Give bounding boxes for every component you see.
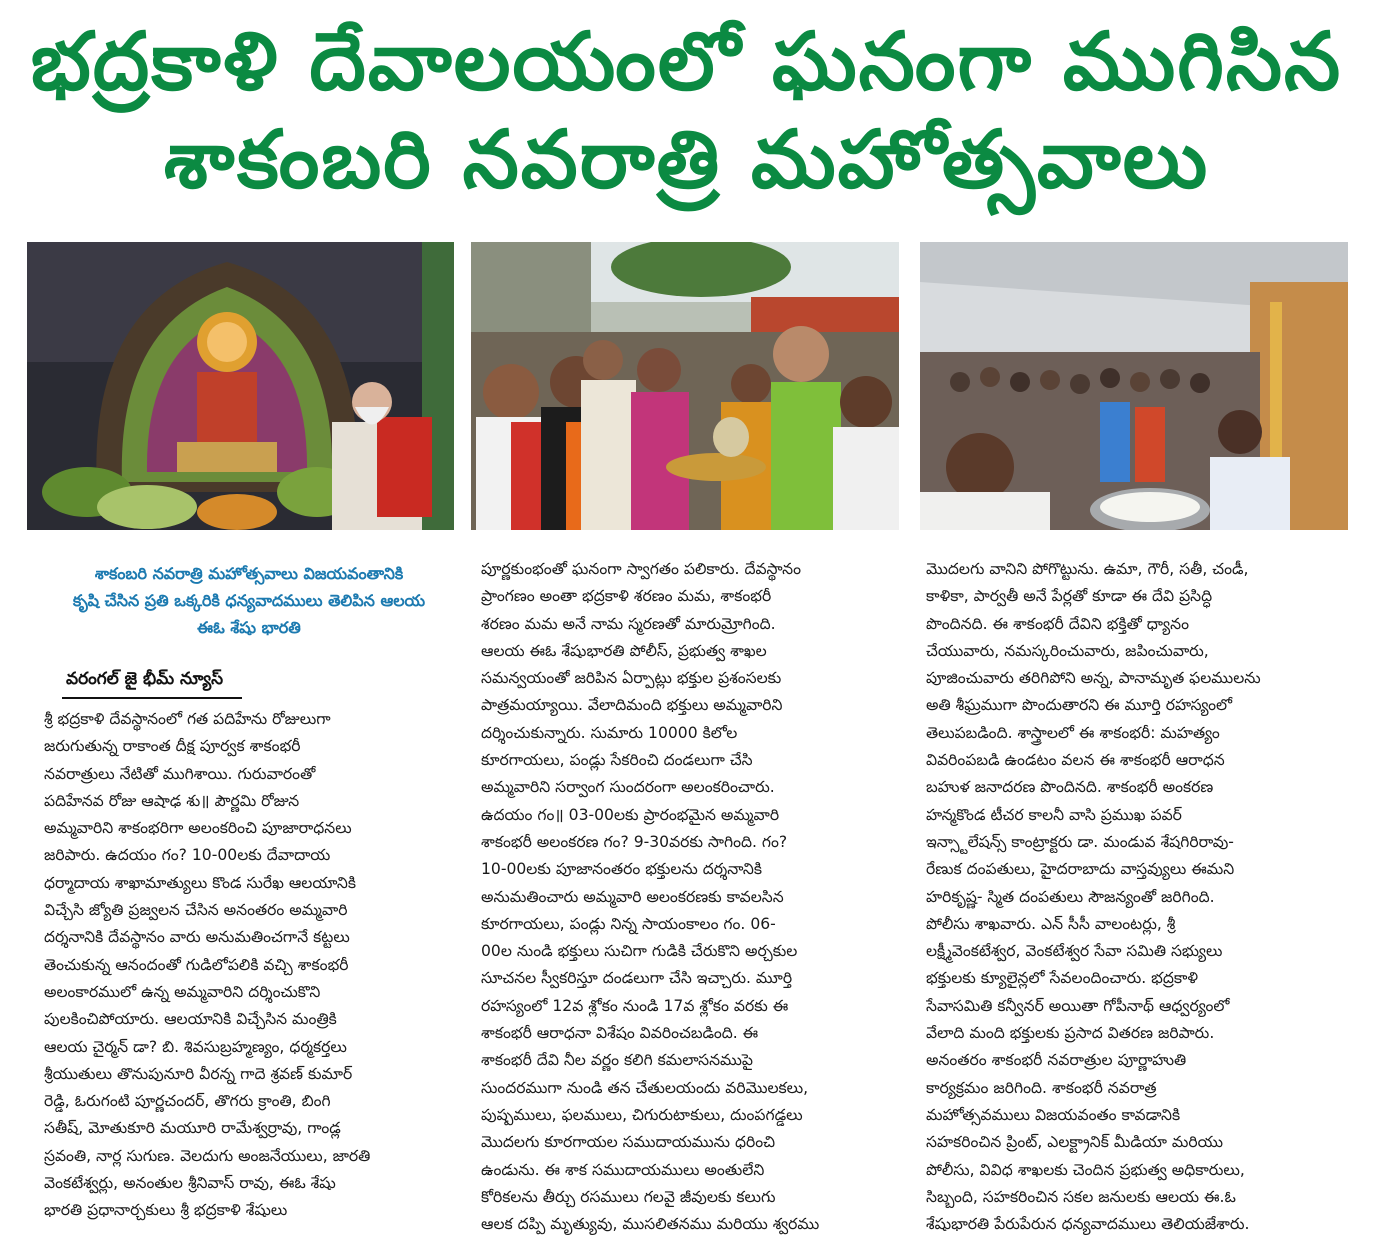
article-line: స్రవంతి, నార్ల సుగుణ. వెలదుగు అంజనేయులు, జారతి — [44, 1146, 371, 1165]
article-line: పులకించిపోయారు. ఆలయానికి విచ్చేసిన మంత్రికి — [44, 1010, 337, 1029]
article-line: 00ల నుండి భక్తులు సుచిగా గుడికి చేరుకొని అర్చకుల — [481, 942, 798, 961]
article-line: శ్రీ భద్రకాళి దేవస్థానంలో గత పదిహేను రోజులుగా — [44, 710, 331, 728]
caption-line: ఈఓ శేషు భారతి — [197, 618, 301, 637]
caption-line: శాకంబరి నవరాత్రి మహోత్సవాలు విజయవంతానికి — [94, 564, 404, 583]
article-line: పోలీసు శాఖవారు. ఎన్ సీసీ వాలంటర్లు, శ్రీ — [926, 914, 1176, 933]
headline-line-1: భద్రకాళి దేవాలయంలో ఘనంగా ముగిసిన — [30, 15, 1343, 108]
article-line: కాళికా, పార్వతీ అనే పేర్లతో కూడా ఈ దేవి ప్రసిద్ధి — [926, 587, 1213, 606]
article-line: సిబ్బంది, సహకరించిన సకల జనులకు ఆలయ ఈ.ఓ — [926, 1187, 1236, 1206]
article-line: ఉండును. ఈ శాక సముదాయములు అంతులేని — [481, 1160, 765, 1179]
article-line: శాకంభరీ అలంకరణ గం? 9-30వరకు సాగింది. గం? — [481, 832, 788, 851]
article-line: మొదలగు కూరగాయల సముదాయమును ధరించి — [481, 1133, 776, 1152]
article-line: రెడ్డి, ఓరుగంటి పూర్ణచందర్, తొగరు క్రాంతి, బింగి — [44, 1092, 331, 1111]
article-line: అలంకారములో ఉన్న అమ్మవారిని దర్శించుకొని — [44, 982, 321, 1001]
article-line: పొందినది. ఈ శాకంభరీ దేవిని భక్తితో ధ్యానం — [926, 614, 1189, 633]
byline-underline — [62, 697, 242, 699]
article-line: కూరగాయలు, పండ్లు నిన్న సాయంకాలం గం. 06- — [481, 914, 776, 933]
article-line: పూర్ణకుంభంతో ఘనంగా స్వాగతం పలికారు. దేవస్థానం — [481, 560, 801, 578]
article-column-2 — [481, 556, 891, 1238]
article-line: తెలుపబడింది. శాస్త్రాలలో ఈ శాకంభరీ: మహత్యం — [926, 723, 1220, 742]
byline: వరంగల్ జై భీమ్ న్యూస్ — [66, 669, 224, 689]
article-line: సహకరించిన ప్రింట్, ఎలక్ట్రానిక్ మీడియా మరియు — [926, 1133, 1224, 1152]
photo-deity-shakambari-alankaram — [27, 242, 454, 530]
article-line: వెంకటేశ్వర్లు, అనంతుల శ్రీనివాస్ రావు, ఈఓ శేషు — [44, 1174, 336, 1193]
article-line: ఉదయం గం॥ 03-00లకు ప్రారంభమైన అమ్మవారి — [481, 805, 780, 824]
article-line: సేవాసమితి కన్వీనర్ అయితా గోపీనాథ్ ఆధ్వర్యంలో — [926, 996, 1230, 1015]
article-line: శ్రీయుతులు తొనుపునూరి వీరన్న గాదె శ్రవణ్ కుమార్ — [44, 1064, 353, 1083]
article-line: సూచనల స్వీకరిస్తూ దండలుగా చేసి ఇచ్చారు. మూర్తి — [481, 969, 793, 988]
article-line: నవరాత్రులు నేటితో ముగిశాయి. గురువారంతో — [44, 764, 316, 783]
article-line: అమ్మవారిని సర్వాంగ సుందరంగా అలంకరించారు. — [481, 778, 775, 797]
article-line: పాత్రమయ్యాయి. వేలాదిమంది భక్తులు అమ్మవారిని — [481, 696, 783, 715]
article-line: ఇన్స్టాలేషన్స్ కాంట్రాక్టరు డా. మండువ శేషగిరిరావు- — [926, 832, 1234, 851]
article-line: అనంతరం శాకంభరీ నవరాత్రుల పూర్ణాహుతి — [926, 1051, 1187, 1070]
article-line: భారతి ప్రధానార్చకులు శ్రీ భద్రకాళి శేషులు — [44, 1201, 288, 1220]
article-line: తెంచుకున్న ఆనందంతో గుడిలోపలికి వచ్చి శాకంభరీ — [44, 955, 349, 974]
article-line: బహుళ జనాదరణ పొందినది. శాకంభరీ అంకరణ — [926, 778, 1214, 797]
article-line: ధర్మాదాయ శాఖామాత్యులు కొండ సురేఖ ఆలయానికి — [44, 873, 356, 892]
article-line: రహస్యంలో 12వ శ్లోకం నుండి 17వ శ్లోకం వరకు ఈ — [481, 996, 789, 1015]
article-line: హన్మకొండ టీచర కాలనీ వాసి ప్రముఖ పవర్ — [926, 805, 1182, 824]
article-line: దర్శించుకున్నారు. సుమారు 10000 కిలోల — [481, 723, 738, 742]
article-line: 10-00లకు పూజానంతరం భక్తులను దర్శనానికి — [481, 860, 763, 879]
article-line: అనుమతించారు అమ్మవారి అలంకరణకు కావలసిన — [481, 887, 784, 906]
article-line: జరిపారు. ఉదయం గం? 10-00లకు దేవాదాయ — [44, 846, 331, 865]
article-line: అతి శీఘ్రముగా పొందుతారని ఈ మూర్తి రహస్యంలో — [926, 696, 1233, 715]
article-line: ఆలయ ఈఓ శేషుభారతి పోలీస్, ప్రభుత్వ శాఖల — [481, 641, 767, 660]
article-line: జరుగుతున్న రాకాంత దీక్ష పూర్వక శాకంభరీ — [44, 737, 301, 756]
article-line: శేషుభారతి పేరుపేరున ధన్యవాదములు తెలియజేశారు. — [926, 1215, 1250, 1234]
article-line: కోరికలను తీర్చు రసములు గలవై జీవులకు కలుగు — [481, 1187, 776, 1206]
article-line: పూజించువారు తరిగిపోని అన్న, పానామృత ఫలములను — [926, 669, 1261, 688]
article-line: మొదలగు వానిని పోగొట్టును. ఉమా, గౌరీ, సతీ, చండీ, — [926, 560, 1249, 578]
article-line: మహోత్సవములు విజయవంతం కావడానికి — [926, 1105, 1181, 1124]
article-line: చేయువారు, నమస్కరించువారు, జపించువారు, — [926, 641, 1209, 660]
article-line: వివరింపబడి ఉండటం వలన ఈ శాకంభరీ ఆరాధన — [926, 751, 1225, 770]
article-column-3 — [926, 556, 1346, 1238]
article-line: దర్శనానికి దేవస్థానం వారు అనుమతించగానే కట్టలు — [44, 928, 350, 947]
article-line: పదిహేనవ రోజు ఆషాఢ శు॥ పౌర్ణమి రోజున — [44, 791, 300, 810]
caption-line: కృషి చేసిన ప్రతి ఒక్కరికి ధన్యవాదములు తెలిపిన ఆలయ — [72, 591, 426, 610]
article-line: పోలీసు, వివిధ శాఖలకు చెందిన ప్రభుత్వ అధికారులు, — [926, 1160, 1245, 1179]
article-line: రేణుక దంపతులు, హైదరాబాదు వాస్తవ్యులు ఈమని — [926, 860, 1235, 879]
article-line: సుందరముగా నుండి తన చేతులయందు వరిమొలకలు, — [481, 1078, 809, 1097]
article-line: ఆలక దప్పి మృత్యువు, ముసలితనము మరియు శ్వరము — [481, 1215, 820, 1234]
article-line: ప్రాంగణం అంతా భద్రకాళి శరణం మమ, శాకంభరీ — [481, 587, 772, 606]
article-line: శాకంభరీ దేవి నీల వర్ణం కలిగి కమలాసనముపై — [481, 1051, 753, 1070]
article-column-1 — [44, 706, 449, 1225]
article-line: హరికృష్ణ- స్మిత దంపతులు సౌజన్యంతో జరిగింది. — [926, 887, 1215, 906]
article-line: సమన్వయంతో జరిపిన ఏర్పాట్లు భక్తుల ప్రశంసలకు — [481, 669, 782, 688]
article-line: కూరగాయలు, పండ్లు సేకరించి దండలుగా చేసి — [481, 751, 753, 770]
article-line: సతీష్, మోతుకూరి మయూరి రామేశ్వర్రావు, గాండ్ల — [44, 1119, 341, 1138]
article-line: అమ్మవారిని శాకంభరిగా అలంకరించి పూజారాధనలు — [44, 819, 352, 838]
headline-line-2: శాకంబరి నవరాత్రి మహోత్సవాలు — [163, 113, 1210, 206]
photo-caption — [44, 560, 454, 641]
article-line: ఆలయ చైర్మన్ డా? బి. శివసుబ్రహ్మణ్యం, ధర్మకర్తలు — [44, 1037, 347, 1056]
article-line: విచ్చేసి జ్యోతి ప్రజ్వలన చేసిన అనంతరం అమ్మవారి — [44, 901, 348, 920]
article-line: వేలాది మంది భక్తులకు ప్రసాద వితరణ జరిపారు. — [926, 1024, 1215, 1043]
article-line: లక్ష్మీవెంకటేశ్వర, వెంకటేశ్వర సేవా సమితి సభ్యులు — [926, 942, 1223, 961]
article-line: శరణం మమ అనే నామ స్మరణతో మారుమ్రోగింది. — [481, 614, 776, 633]
article-line: భక్తులకు క్యూలైన్లలో సేవలందించారు. భద్రకాళి — [926, 969, 1199, 988]
photo-prasadam-distribution — [920, 242, 1348, 530]
article-line: కార్యక్రమం జరిగింది. శాకంభరీ నవరాత్ర — [926, 1078, 1157, 1097]
article-line: పుష్పములు, ఫలములు, చిగురుటాకులు, దుంపగడ్డలు — [481, 1105, 803, 1124]
article-line: శాకంభరీ ఆరాధనా విశేషం వివరించబడింది. ఈ — [481, 1024, 759, 1043]
photo-minister-welcome — [471, 242, 899, 530]
